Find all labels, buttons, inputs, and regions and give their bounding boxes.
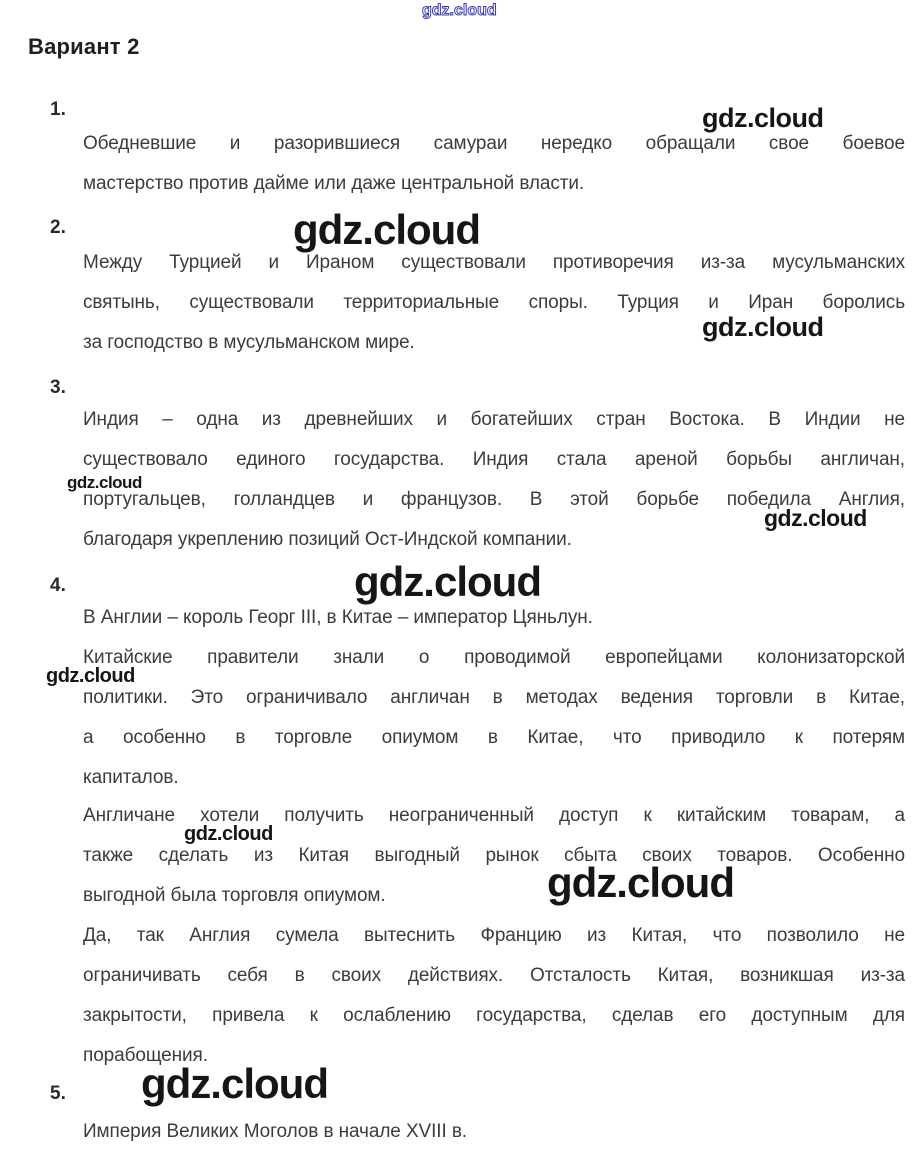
watermark-gdz-cloud: gdz.cloud bbox=[702, 103, 824, 133]
watermark-gdz-cloud: gdz.cloud bbox=[293, 206, 480, 253]
text-line: Индия – одна из древнейших и богатейших стран Востока. В Индии не bbox=[83, 409, 905, 430]
text-line: выгодной была торговля опиумом. bbox=[83, 885, 386, 906]
text-line: ограничивать себя в своих действиях. Отсталость Китая, возникшая из-за bbox=[83, 965, 905, 986]
answer-paragraph bbox=[83, 243, 905, 363]
watermark-gdz-cloud: gdz.cloud bbox=[702, 312, 824, 342]
item-number-3: 3. bbox=[50, 377, 66, 398]
item-number-4: 4. bbox=[50, 575, 66, 596]
answer-paragraph bbox=[83, 638, 905, 798]
watermark-gdz-cloud: gdz.cloud bbox=[141, 1060, 328, 1107]
page-title: Вариант 2 bbox=[28, 34, 140, 59]
text-line: португальцев, голландцев и французов. В этой борьбе победила Англия, bbox=[83, 489, 905, 510]
answer-paragraph bbox=[83, 916, 905, 1076]
text-line: также сделать из Китая выгодный рынок сбыта своих товаров. Особенно bbox=[83, 845, 905, 866]
watermark-gdz-cloud: gdz.cloud bbox=[67, 473, 142, 492]
watermark-gdz-cloud: gdz.cloud bbox=[46, 665, 135, 687]
watermark-gdz-cloud: gdz.cloud bbox=[354, 558, 541, 605]
text-line: благодаря укреплению позиций Ост-Индской компании. bbox=[83, 529, 572, 550]
answer-paragraph bbox=[83, 124, 905, 204]
watermark-gdz-cloud: gdz.cloud bbox=[184, 823, 273, 845]
text-line: политики. Это ограничивало англичан в методах ведения торговли в Китае, bbox=[83, 687, 905, 708]
answer-paragraph bbox=[83, 598, 905, 638]
answer-paragraph bbox=[83, 796, 905, 916]
watermark-gdz-cloud: gdz.cloud bbox=[764, 505, 867, 531]
text-line: Империя Великих Моголов в начале XVIII в. bbox=[83, 1121, 467, 1142]
text-line: капиталов. bbox=[83, 767, 179, 788]
watermark-gdz-cloud-top: gdz.cloud bbox=[422, 2, 497, 19]
text-line: Обедневшие и разорившиеся самураи нередко обращали свое боевое bbox=[83, 133, 905, 154]
text-line: Между Турцией и Ираном существовали противоречия из-за мусульманских bbox=[83, 252, 905, 273]
text-line: Китайские правители знали о проводимой европейцами колонизаторской bbox=[83, 647, 905, 668]
text-line: Да, так Англия сумела вытеснить Францию из Китая, что позволило не bbox=[83, 925, 905, 946]
answer-paragraph bbox=[83, 400, 905, 560]
text-line: а особенно в торговле опиумом в Китае, что приводило к потерям bbox=[83, 727, 905, 748]
text-line: В Англии – король Георг III, в Китае – император Цяньлун. bbox=[83, 607, 593, 628]
text-line: Англичане хотели получить неограниченный доступ к китайским товарам, а bbox=[83, 805, 905, 826]
text-line: существовало единого государства. Индия стала ареной борьбы англичан, bbox=[83, 449, 905, 470]
item-number-2: 2. bbox=[50, 217, 66, 238]
text-line: закрытости, привела к ослаблению государства, сделав его доступным для bbox=[83, 1005, 905, 1026]
text-line: мастерство против дайме или даже центральной власти. bbox=[83, 173, 585, 194]
answer-paragraph bbox=[83, 1112, 905, 1152]
text-line: порабощения. bbox=[83, 1045, 208, 1066]
item-number-1: 1. bbox=[50, 99, 66, 120]
watermark-gdz-cloud: gdz.cloud bbox=[547, 859, 734, 906]
text-line: святынь, существовали территориальные споры. Турция и Иран боролись bbox=[83, 292, 905, 313]
text-line: за господство в мусульманском мире. bbox=[83, 332, 415, 353]
item-number-5: 5. bbox=[50, 1083, 66, 1104]
